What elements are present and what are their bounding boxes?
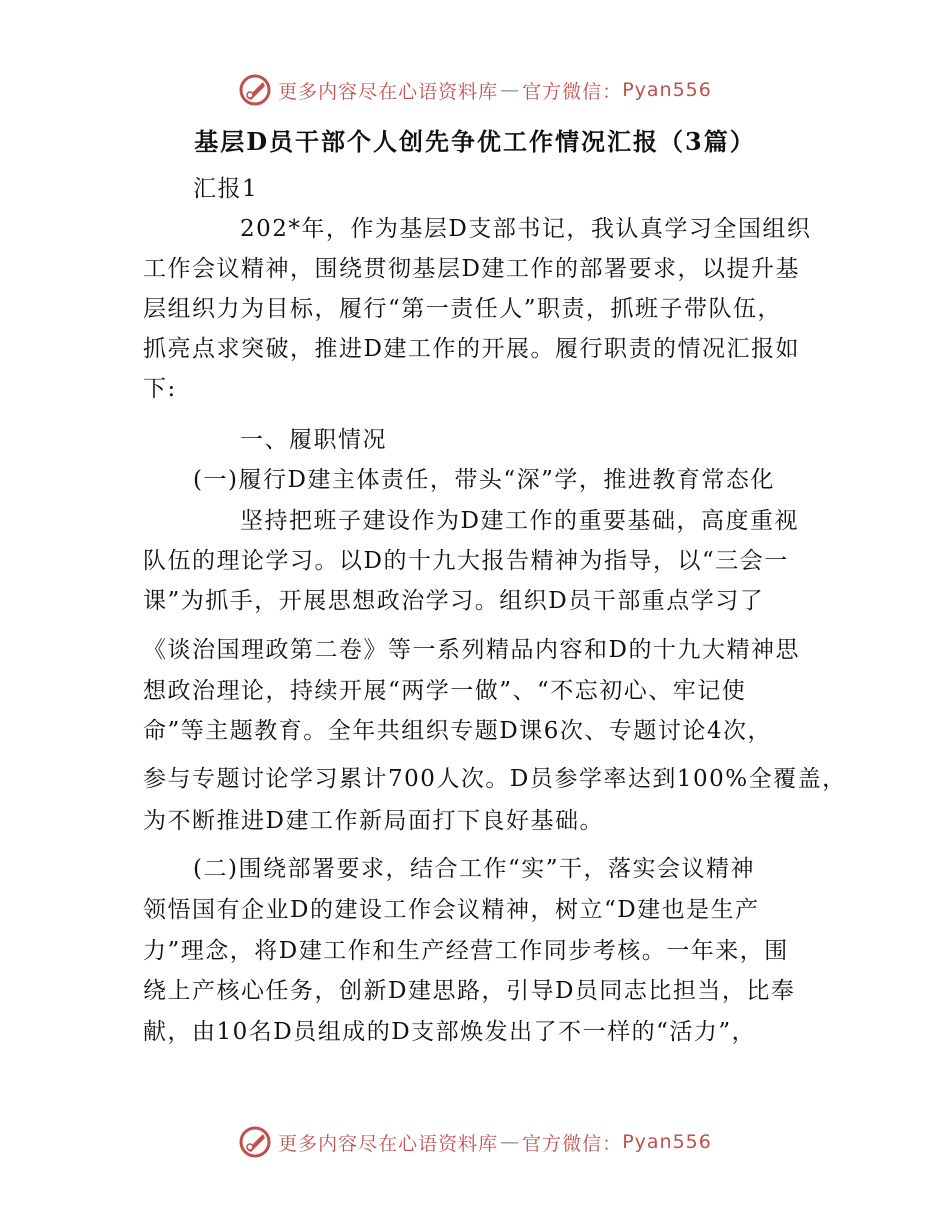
subsection-heading: (一)履行D建主体责任，带头“深”学，推进教育常态化 bbox=[193, 467, 775, 493]
header-watermark bbox=[0, 70, 950, 110]
paragraph-line: 领悟国有企业D的建设工作会议精神，树立“D建也是生产 bbox=[143, 897, 760, 923]
paragraph-line: 下: bbox=[143, 376, 177, 402]
paragraph-line: 队伍的理论学习。以D的十九大报告精神为指导，以“三会一 bbox=[143, 548, 789, 574]
paragraph-line: 参与专题讨论学习累计700人次。D员参学率达到100%全覆盖， bbox=[143, 766, 847, 792]
paragraph-line: 工作会议精神，围绕贯彻基层D建工作的部署要求，以提升基 bbox=[143, 256, 800, 282]
paragraph-line: 202*年，作为基层D支部书记，我认真学习全国组织 bbox=[240, 216, 812, 242]
paragraph-line: 《谈治国理政第二卷》等一系列精品内容和D的十九大精神思 bbox=[143, 637, 800, 663]
footer-watermark bbox=[0, 1122, 950, 1162]
paragraph-line: 想政治理论，持续开展“两学一做”、“不忘初心、牢记使 bbox=[143, 678, 747, 704]
watermark-wechat-id: Pyan556 bbox=[622, 79, 712, 101]
paragraph-line: 力”理念，将D建工作和生产经营工作同步考核。一年来，围 bbox=[143, 938, 789, 964]
paragraph-line: 命”等主题教育。全年共组织专题D课6次、专题讨论4次， bbox=[143, 718, 772, 744]
watermark-separator: — bbox=[500, 79, 521, 101]
watermark-wechat-id: Pyan556 bbox=[622, 1131, 712, 1153]
paragraph-line: 绕上产核心任务，创新D建思路，引导D员同志比担当，比奉 bbox=[143, 978, 796, 1004]
paragraph-line: 层组织力为目标，履行“第一责任人”职责，抓班子带队伍， bbox=[143, 296, 783, 322]
quill-logo-icon bbox=[238, 1125, 272, 1159]
watermark-separator: — bbox=[500, 1131, 521, 1153]
subsection-heading: (二)围绕部署要求，结合工作“实”干，落实会议精神 bbox=[193, 856, 755, 882]
section-heading: 一、履职情况 bbox=[240, 427, 387, 453]
watermark-official-label: 官方微信： bbox=[522, 1132, 623, 1155]
document-title: 基层D员干部个人创先争优工作情况汇报（3篇） bbox=[194, 127, 756, 156]
section-label: 汇报1 bbox=[193, 176, 259, 202]
paragraph-line: 为不断推进D建工作新局面打下良好基础。 bbox=[143, 808, 604, 834]
watermark-main-text: 更多内容尽在心语资料库 bbox=[278, 80, 499, 103]
watermark-main-text: 更多内容尽在心语资料库 bbox=[278, 1132, 499, 1155]
paragraph-line: 课”为抓手，开展思想政治学习。组织D员干部重点学习了 bbox=[143, 588, 765, 614]
paragraph-line: 坚持把班子建设作为D建工作的重要基础，高度重视 bbox=[240, 508, 799, 534]
paragraph-line: 抓亮点求突破，推进D建工作的开展。履行职责的情况汇报如 bbox=[143, 336, 800, 362]
paragraph-line: 献，由10名D员组成的D支部焕发出了不一样的“活力”， bbox=[143, 1019, 757, 1045]
quill-logo-icon bbox=[238, 73, 272, 107]
watermark-official-label: 官方微信： bbox=[522, 80, 623, 103]
